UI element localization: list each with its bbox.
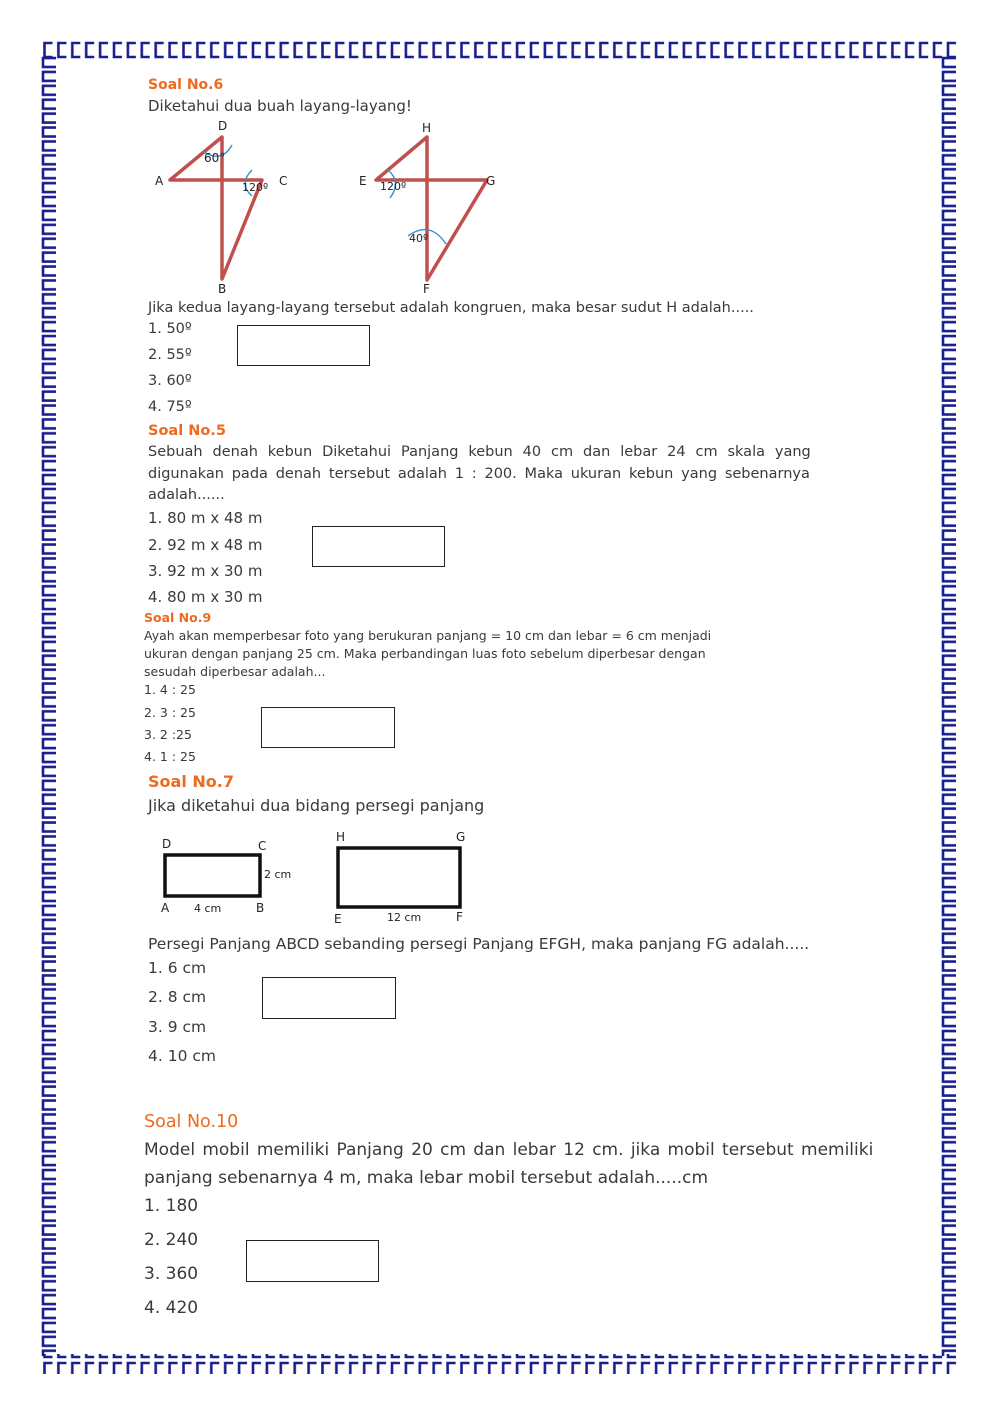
soal9-option-1: 1. 4 : 25 <box>144 682 196 697</box>
soal6-intro: Diketahui dua buah layang-layang! <box>148 97 412 115</box>
soal10-answer-input[interactable] <box>247 1241 378 1281</box>
soal9-question-line3: sesudah diperbesar adalah... <box>144 664 326 679</box>
soal5-answer-box[interactable] <box>312 526 445 567</box>
label-b: B <box>218 282 227 296</box>
soal7-answer-box[interactable] <box>262 977 396 1019</box>
rect-efgh <box>334 830 465 926</box>
soal9-option-2: 2. 3 : 25 <box>144 705 196 720</box>
rectangle-figures <box>150 826 490 931</box>
soal10-question-line1: Model mobil memiliki Panjang 20 cm dan lebar 12 cm. jika mobil tersebut memiliki <box>144 1140 874 1160</box>
soal6-answer-input[interactable] <box>238 326 369 365</box>
label-c: C <box>258 839 267 853</box>
soal10-option-4: 4. 420 <box>144 1298 199 1318</box>
soal6-option-2: 2. 55º <box>148 347 192 363</box>
label-g: G <box>486 174 496 188</box>
soal7-option-4: 4. 10 cm <box>148 1047 216 1065</box>
soal10-question-line2: panjang sebenarnya 4 m, maka lebar mobil tersebut adalah.....cm <box>144 1168 709 1188</box>
soal5-answer-input[interactable] <box>313 527 444 566</box>
label-b: B <box>256 901 265 915</box>
soal10-option-3: 3. 360 <box>144 1264 199 1284</box>
soal7-title: Soal No.7 <box>148 772 234 791</box>
kite-abcd <box>155 119 287 296</box>
soal5-option-1: 1. 80 m x 48 m <box>148 509 263 527</box>
soal10-option-1: 1. 180 <box>144 1196 199 1216</box>
soal9-title: Soal No.9 <box>144 610 212 625</box>
angle-120-right: 120º <box>242 181 269 194</box>
soal6-answer-box[interactable] <box>237 325 370 366</box>
height-2cm: 2 cm <box>264 868 292 881</box>
soal5-question-line1: Sebuah denah kebun Diketahui Panjang kebun 40 cm dan lebar 24 cm skala yang <box>148 444 811 460</box>
soal10-title: Soal No.10 <box>144 1112 239 1132</box>
soal7-answer-input[interactable] <box>263 978 395 1018</box>
rect-abcd <box>161 837 291 915</box>
soal7-option-3: 3. 9 cm <box>148 1018 207 1036</box>
kite-figures <box>140 118 540 298</box>
label-e: E <box>359 174 367 188</box>
soal6-option-3: 3. 60º <box>148 373 192 389</box>
label-f: F <box>423 282 430 296</box>
soal5-title: Soal No.5 <box>148 423 226 439</box>
soal7-intro: Jika diketahui dua bidang persegi panjang <box>148 796 485 815</box>
angle-60: 60° <box>204 151 226 165</box>
width-12cm: 12 cm <box>387 911 422 924</box>
soal9-answer-input[interactable] <box>262 708 394 747</box>
label-g: G <box>456 830 466 844</box>
soal6-option-4: 4. 75º <box>148 399 192 415</box>
soal5-option-2: 2. 92 m x 48 m <box>148 536 263 554</box>
label-d: D <box>218 119 228 133</box>
label-a: A <box>155 174 164 188</box>
soal5-question-line2: digunakan pada denah tersebut adalah 1 : 200. Maka ukuran kebun yang sebenarnya <box>148 466 810 482</box>
soal6-title: Soal No.6 <box>148 77 224 93</box>
angle-120-left: 120º <box>380 180 407 193</box>
soal10-option-2: 2. 240 <box>144 1230 199 1250</box>
label-c: C <box>279 174 288 188</box>
kite-efgh <box>359 121 495 296</box>
label-h: H <box>336 830 346 844</box>
soal5-option-3: 3. 92 m x 30 m <box>148 562 263 580</box>
soal5-option-4: 4. 80 m x 30 m <box>148 588 263 606</box>
soal7-option-2: 2. 8 cm <box>148 988 207 1006</box>
soal7-question: Persegi Panjang ABCD sebanding persegi Panjang EFGH, maka panjang FG adalah..... <box>148 935 810 953</box>
label-d: D <box>162 837 172 851</box>
soal5-question-line3: adalah...... <box>148 487 225 503</box>
soal6-question: Jika kedua layang-layang tersebut adalah kongruen, maka besar sudut H adalah..... <box>148 300 754 316</box>
soal9-answer-box[interactable] <box>261 707 395 748</box>
soal6-option-1: 1. 50º <box>148 321 192 337</box>
label-a: A <box>161 901 170 915</box>
label-f: F <box>456 910 463 924</box>
soal9-option-4: 4. 1 : 25 <box>144 749 196 764</box>
soal9-question-line1: Ayah akan memperbesar foto yang berukuran panjang = 10 cm dan lebar = 6 cm menjadi <box>144 628 712 643</box>
label-e: E <box>334 912 342 926</box>
label-h: H <box>422 121 432 135</box>
soal10-answer-box[interactable] <box>246 1240 379 1282</box>
width-4cm: 4 cm <box>194 902 222 915</box>
soal7-option-1: 1. 6 cm <box>148 959 207 977</box>
soal9-option-3: 3. 2 :25 <box>144 727 192 742</box>
soal9-question-line2: ukuran dengan panjang 25 cm. Maka perbandingan luas foto sebelum diperbesar dengan <box>144 646 706 661</box>
angle-40: 40º <box>409 232 429 245</box>
